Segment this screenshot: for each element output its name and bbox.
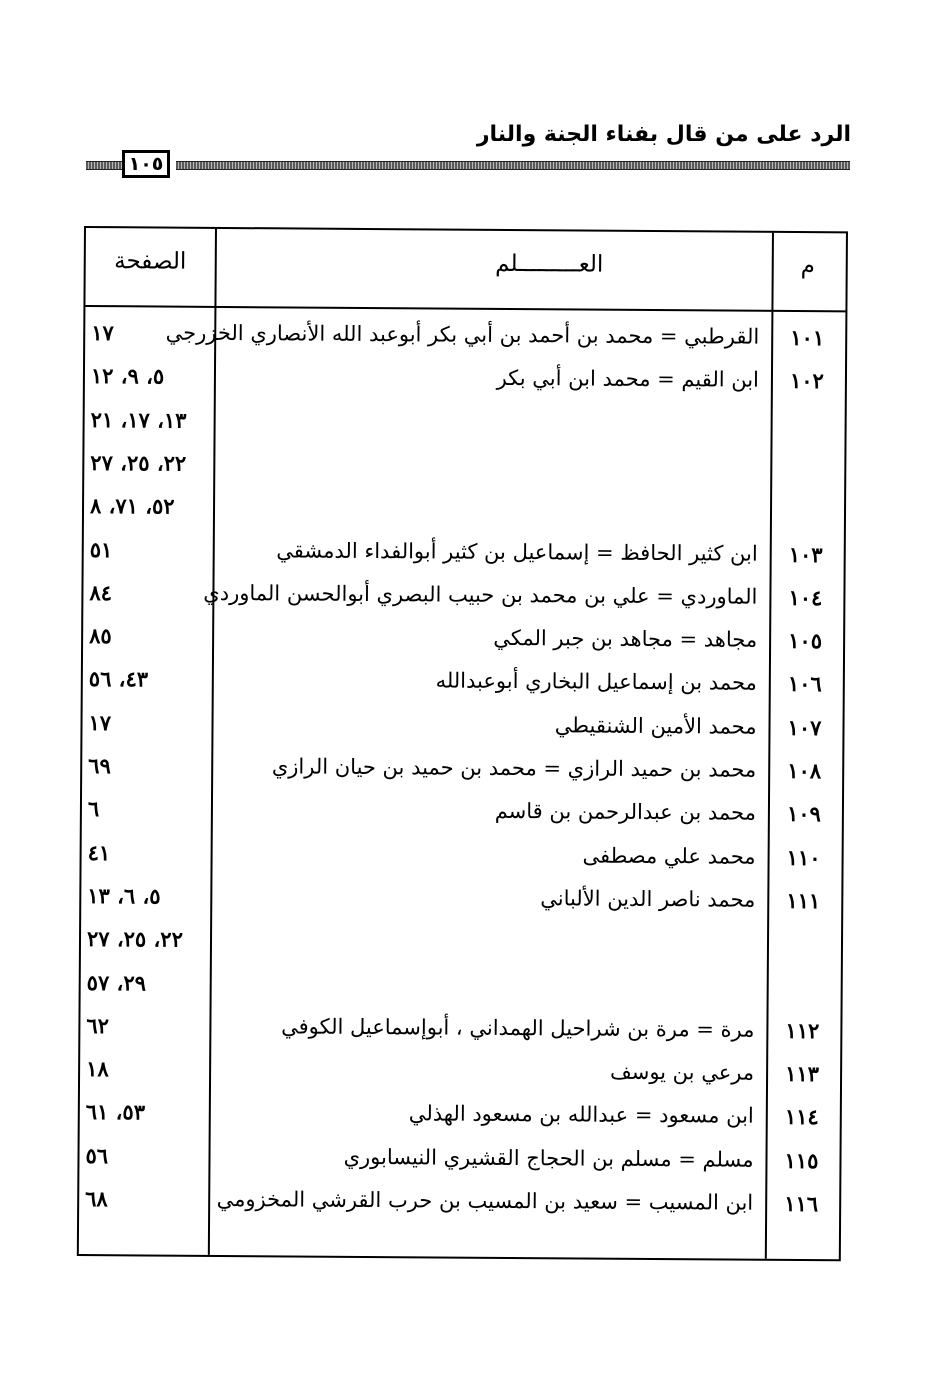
entry-number: [769, 411, 845, 412]
entry-pages-text: ٦٩: [88, 753, 111, 779]
entry-name: ابن مسعود = عبدالله بن مسعود الهذلي: [408, 1101, 754, 1129]
table-row: [85, 320, 845, 368]
entry-pages: [89, 580, 207, 606]
entry-pages: [86, 1099, 204, 1125]
entry-pages: [88, 796, 206, 822]
entry-number: ١١٤: [784, 1104, 819, 1130]
entry-pages: [91, 320, 209, 346]
entry-number: ١١١: [786, 887, 821, 914]
page-number: ١٠٥: [122, 150, 170, 178]
column-header-page: الصفحة: [114, 248, 187, 275]
table-row: [82, 753, 842, 801]
entry-name: مرة = مرة بن شراحيل الهمداني ، أبوإسماعيل الكوفي: [281, 1014, 755, 1042]
header-rule: [176, 161, 850, 170]
entry-pages-text: ٢٩، ٥٧: [86, 969, 147, 995]
entry-name: مسلم = مسلم بن الحجاج القشيري النيسابوري: [343, 1144, 754, 1172]
entry-number: ١٠٧: [787, 714, 822, 740]
entry-pages: [88, 710, 206, 736]
table-row: [81, 969, 841, 1017]
entry-number: ١٠٤: [788, 584, 823, 610]
entry-name: مجاهد = مجاهد بن جبر المكي: [493, 625, 758, 652]
table-row: [85, 363, 845, 411]
entry-pages-text: ١٧: [91, 320, 114, 346]
table-row: [81, 926, 841, 974]
entry-number: ١٠٣: [788, 541, 823, 567]
entry-name: محمد ناصر الدين الألباني: [540, 886, 756, 912]
table-row: [80, 1056, 840, 1104]
entry-pages-text: ٤١: [87, 839, 111, 865]
table-row: [82, 710, 842, 758]
table-row: [83, 580, 843, 628]
entry-pages: [85, 1186, 203, 1212]
entry-number: [768, 498, 844, 499]
entry-pages: [85, 1143, 203, 1169]
entry-name: محمد بن حميد الرازي = محمد بن حميد بن حيان الرازي: [271, 754, 757, 782]
header-rule-left: [86, 161, 122, 170]
entry-pages-text: ٦٢: [86, 1012, 110, 1038]
entry-name: محمد بن عبدالرحمن بن قاسم: [494, 799, 757, 826]
entry-name: ابن كثير الحافظ = إسماعيل بن كثير أبوالفداء الدمشقي: [276, 537, 758, 566]
entry-name: الماوردي = علي بن محمد بن حبيب البصري أبوالحسن الماوردي: [203, 580, 758, 609]
table-row: [81, 840, 841, 888]
entry-pages: [91, 407, 209, 433]
entry-pages: [88, 753, 206, 779]
table-row: [79, 1186, 839, 1234]
table-row: [81, 883, 841, 931]
entry-pages-text: ٥١: [89, 536, 113, 562]
entry-pages-text: ٨٤: [89, 579, 113, 606]
column-header-name-label: العـــــــــلم: [495, 250, 604, 278]
entry-number: ١١٣: [785, 1061, 820, 1087]
table-row: [84, 537, 844, 585]
entry-pages: [90, 450, 208, 476]
table-row: [84, 493, 844, 541]
entry-number: [768, 455, 844, 456]
entry-pages-text: ١٧: [88, 709, 112, 735]
entry-pages: [90, 493, 208, 519]
entry-pages-text: ٥، ٩، ١٢: [90, 363, 165, 389]
table-row: [82, 796, 842, 844]
entry-pages: [87, 926, 205, 952]
entry-pages: [86, 1013, 204, 1039]
entry-pages-text: ٦: [87, 796, 100, 822]
entry-pages-text: ٤٣، ٥٦: [88, 666, 149, 692]
entry-number: ١١٦: [784, 1190, 819, 1217]
entry-pages: [89, 666, 207, 692]
entry-number: ١٠١: [790, 324, 825, 351]
entry-pages-text: ١٣، ١٧، ٢١: [90, 406, 187, 433]
entry-pages: [88, 840, 206, 866]
column-header-number: م: [800, 253, 815, 280]
entry-name: محمد الأمين الشنقيطي: [554, 712, 757, 739]
entry-number: ١٠٥: [788, 628, 823, 654]
index-table: [77, 226, 848, 1261]
entry-number: [765, 974, 841, 975]
entry-pages-text: ١٨: [86, 1056, 109, 1082]
entry-pages-text: ٢٢، ٢٥، ٢٧: [90, 449, 187, 476]
entry-number: ١٠٩: [786, 801, 821, 827]
header-divider: [85, 305, 845, 312]
entry-name: محمد علي مصطفى: [582, 843, 756, 869]
entry-pages-text: ٨٥: [89, 623, 112, 649]
entry-pages: [91, 363, 209, 389]
entry-pages: [90, 537, 208, 563]
entry-number: [765, 931, 841, 932]
table-row: [83, 666, 843, 714]
table-row: [80, 1099, 840, 1147]
entry-pages-text: ٢٢، ٢٥، ٢٧: [86, 926, 183, 952]
entry-number: ١٠٨: [787, 757, 822, 784]
table-row: [84, 450, 844, 498]
entry-name: القرطبي = محمد بن أحمد بن أبي بكر أبوعبد الله الأنصاري الخزرجي: [165, 320, 760, 349]
entry-pages-text: ٥٢، ٧١، ٨: [89, 493, 175, 519]
table-row: [80, 1013, 840, 1061]
entry-name: مرعي بن يوسف: [609, 1059, 755, 1085]
entry-name: ابن المسيب = سعيد بن المسيب بن حرب القرشي المخزومي: [216, 1186, 754, 1215]
entry-pages-text: ٥٣، ٦١: [85, 1099, 146, 1125]
entry-pages-text: ٥٦: [85, 1142, 109, 1168]
entry-pages: [87, 883, 205, 909]
table-row: [83, 623, 843, 671]
column-header-name: [217, 249, 772, 279]
running-title: الرد على من قال بفناء الجنة والنار: [476, 122, 851, 147]
table-row: [84, 407, 844, 455]
entry-name: محمد بن إسماعيل البخاري أبوعبدالله: [435, 668, 757, 696]
entry-number: ١٠٢: [789, 368, 824, 394]
entry-pages-text: ٦٨: [85, 1186, 108, 1212]
entry-number: ١١٢: [785, 1017, 820, 1043]
entry-pages-text: ٥، ٦، ١٣: [87, 882, 161, 909]
entry-name: ابن القيم = محمد ابن أبي بكر: [496, 366, 760, 393]
table-row: [79, 1143, 839, 1191]
entry-number: ١١٥: [784, 1147, 819, 1173]
entry-number: ١١٠: [786, 844, 821, 870]
entry-pages: [86, 1056, 204, 1082]
entry-pages: [87, 970, 205, 996]
entry-number: ١٠٦: [787, 671, 822, 697]
entry-pages: [89, 623, 207, 649]
